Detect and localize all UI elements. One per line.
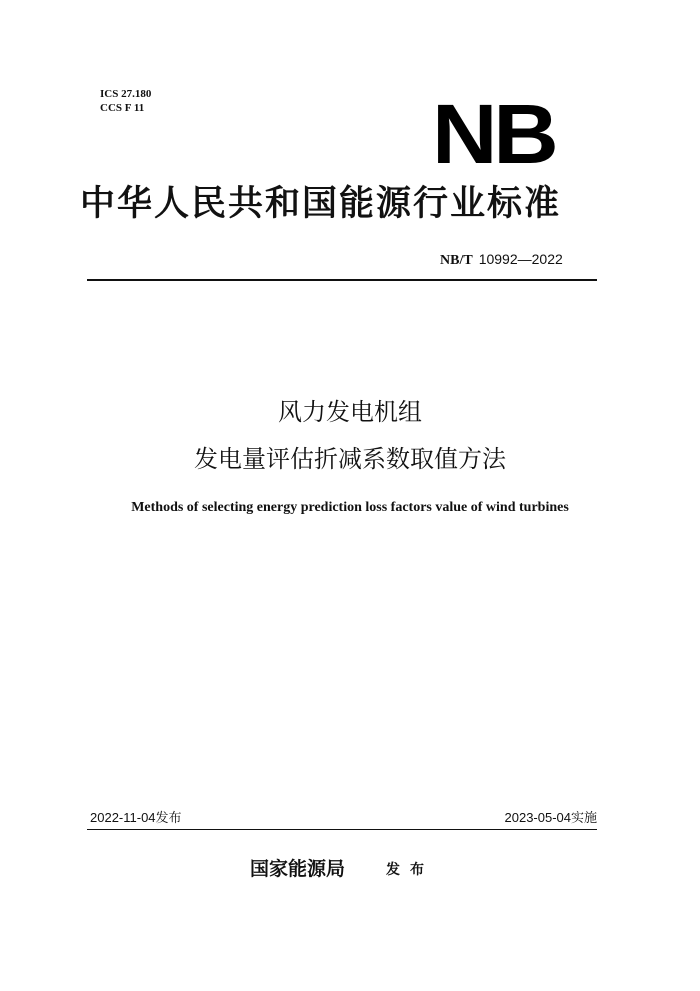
document-title-english: Methods of selecting energy prediction loss factors value of wind turbines: [131, 500, 569, 515]
nb-logo: NB: [432, 87, 555, 181]
ics-code: ICS 27.180: [100, 88, 152, 100]
standard-code-prefix: NB/T: [440, 253, 473, 268]
standard-title: 中华人民共和国能源行业标准: [80, 183, 562, 224]
footer-divider: [87, 829, 597, 830]
header-divider: [87, 279, 597, 281]
ccs-code: CCS F 11: [100, 102, 145, 114]
document-title-line1: 风力发电机组: [278, 398, 422, 426]
standard-code-number: 10992—2022: [478, 251, 563, 267]
effective-date: 2023-05-04实施: [504, 810, 597, 825]
issuer-name: 国家能源局: [250, 858, 346, 880]
standard-code: [440, 250, 563, 270]
document-title-line2: 发电量评估折减系数取值方法: [194, 445, 506, 473]
issuer-action: 发布: [386, 862, 434, 878]
classification-codes: [100, 87, 151, 115]
issue-date: 2022-11-04发布: [90, 810, 182, 825]
